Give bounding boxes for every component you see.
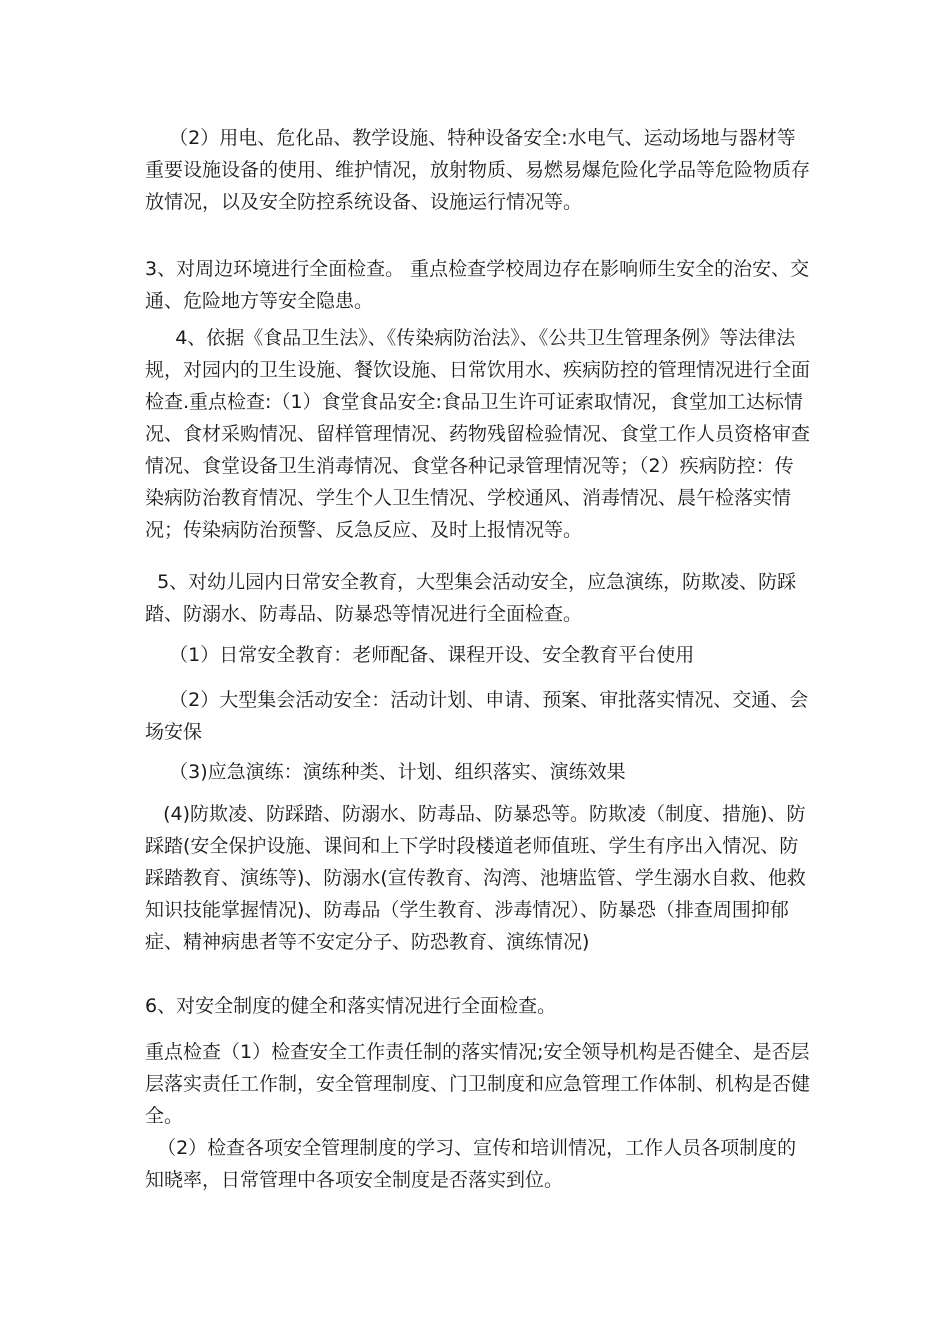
paragraph-hygiene-check: 4、依据《食品卫生法》、《传染病防治法》、《公共卫生管理条例》等法律法规，对园内的卫生设施、餐饮设施、日常饮用水、疾病防控的管理情况进行全面检查.重点检查:（1）食堂食品安全:食品卫生许可证索取情况，食堂加工达标情况、食材采购情况、留样管理情况、药物残留检验情况、食堂工作人员资格审查情况、食堂设备卫生消毒情况、食堂各种记录管理情况等；（2）疾病防控：传染病防治教育情况、学生个人卫生情况、学校通风、消毒情况、晨午检落实情况；传染病防治预警、反急反应、及时上报情况等。	[145, 327, 811, 541]
paragraph-daily-education: （1）日常安全教育：老师配备、课程开设、安全教育平台使用	[145, 644, 695, 666]
paragraph-rules-training: （2）检查各项安全管理制度的学习、宣传和培训情况，工作人员各项制度的知晓率，日常管理中各项安全制度是否落实到位。	[145, 1137, 797, 1191]
paragraph-safety-education-check: 5、对幼儿园内日常安全教育，大型集会活动安全，应急演练，防欺凌、防踩踏、防溺水、防毒品、防暴恐等情况进行全面检查。	[145, 571, 797, 625]
paragraph-anti-bullying: (4)防欺凌、防踩踏、防溺水、防毒品、防暴恐等。防欺凌（制度、措施)、防踩踏(安全保护设施、课间和上下学时段楼道老师值班、学生有序出入情况、防踩踏教育、演练等)、防溺水(宣传教育、沟湾、池塘监管、学生溺水自救、他救知识技能掌握情况)、防毒品（学生教育、涉毒情况）、防暴恐（排查周围抑郁症、精神病患者等不安定分子、防恐教育、演练情况)	[145, 803, 806, 953]
paragraph-emergency-drills: （3)应急演练：演练种类、计划、组织落实、演练效果	[145, 761, 626, 783]
paragraph-system-check: 6、对安全制度的健全和落实情况进行全面检查。	[145, 995, 557, 1017]
paragraph-responsibility-check: 重点检查（1）检查安全工作责任制的落实情况;安全领导机构是否健全、是否层层落实责任工作制，安全管理制度、门卫制度和应急管理工作体制、机构是否健全。	[145, 1041, 811, 1127]
paragraph-surroundings-check: 3、对周边环境进行全面检查。 重点检查学校周边存在影响师生安全的治安、交通、危险地方等安全隐患。	[145, 258, 810, 312]
paragraph-large-events: （2）大型集会活动安全：活动计划、申请、预案、审批落实情况、交通、会场安保	[145, 689, 809, 743]
paragraph-electrical-safety: （2）用电、危化品、教学设施、特种设备安全:水电气、运动场地与器材等重要设施设备的使用、维护情况，放射物质、易燃易爆危险化学品等危险物质存放情况，以及安全防控系统设备、设施运行情况等。	[145, 127, 811, 213]
